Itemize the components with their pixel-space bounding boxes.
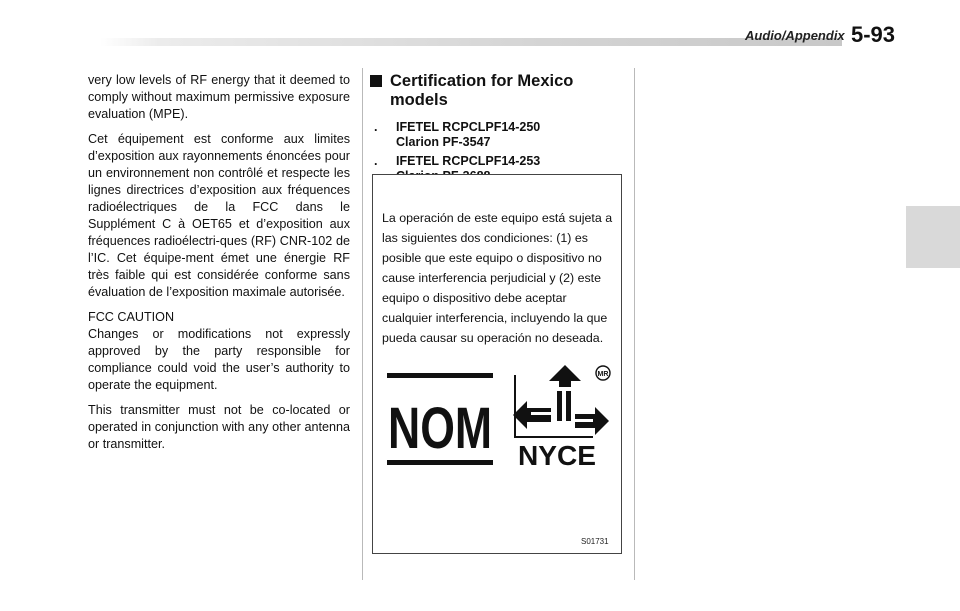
nom-logo-text: NOM — [388, 396, 492, 461]
fcc-caution-label: FCC CAUTION — [88, 310, 175, 324]
header-bar — [100, 38, 842, 46]
nyce-logo — [511, 365, 611, 469]
certification-label-figure — [372, 174, 622, 554]
nom-logo — [387, 373, 493, 465]
paragraph-mpe: very low levels of RF energy that it deemed to comply without maximum permissive exposure evaluation (MPE). — [88, 73, 350, 121]
square-bullet-icon — [370, 75, 382, 87]
list-bullet: . — [374, 154, 378, 168]
mr-badge-text: MR — [597, 371, 609, 378]
paragraph-french: Cet équipement est conforme aux limites d’exposition aux rayonnements énoncées pour un environnement non contrôlé et respecte les lignes directrices d’exposition aux fréquences radioélectriques de la FCC dans le Supplément C à OET65 et d’exposition aux fréquences radioélectri-ques (RF) CNR-102 de l’IC. Cet équipe-ment émet une énergie RF très faible qui est considérée conforme sans évaluation de l’exposition maximale autorisée. — [88, 132, 350, 299]
certification-code: IFETEL RCPCLPF14-253 — [396, 154, 541, 168]
side-tab — [906, 206, 960, 268]
page-number: 5-93 — [851, 22, 896, 47]
column-divider-left — [362, 68, 363, 580]
right-column — [370, 72, 628, 188]
certification-heading — [370, 72, 628, 110]
column-divider-right — [634, 68, 635, 580]
section-title: Audio/Appendix — [745, 28, 845, 43]
paragraph-colocation: This transmitter must not be co-located or operated in conjunction with any other antenna or transmitter. — [88, 403, 350, 451]
left-column — [88, 72, 350, 461]
nyce-logo-text: NYCE — [518, 440, 596, 471]
list-item — [370, 120, 628, 150]
figure-code: S01731 — [581, 537, 609, 546]
certification-heading-text: Certification for Mexico models — [390, 72, 574, 109]
certification-code: IFETEL RCPCLPF14-250 — [396, 120, 541, 134]
spanish-notice: La operación de este equipo está sujeta a las siguientes dos condiciones: (1) es posible que este equipo o dispositivo no cause interferencia perjudicial y (2) este equipo o dispositivo debe aceptar cualquier interferencia, incluyendo la que pueda causar su operación no deseada. — [382, 211, 613, 345]
paragraph-fcc-caution: Changes or modifications not expressly approved by the party responsible for compliance could void the user’s authority to operate the equipment. — [88, 327, 350, 392]
device-model: Clarion PF-3547 — [396, 135, 491, 149]
list-bullet: . — [374, 120, 378, 134]
